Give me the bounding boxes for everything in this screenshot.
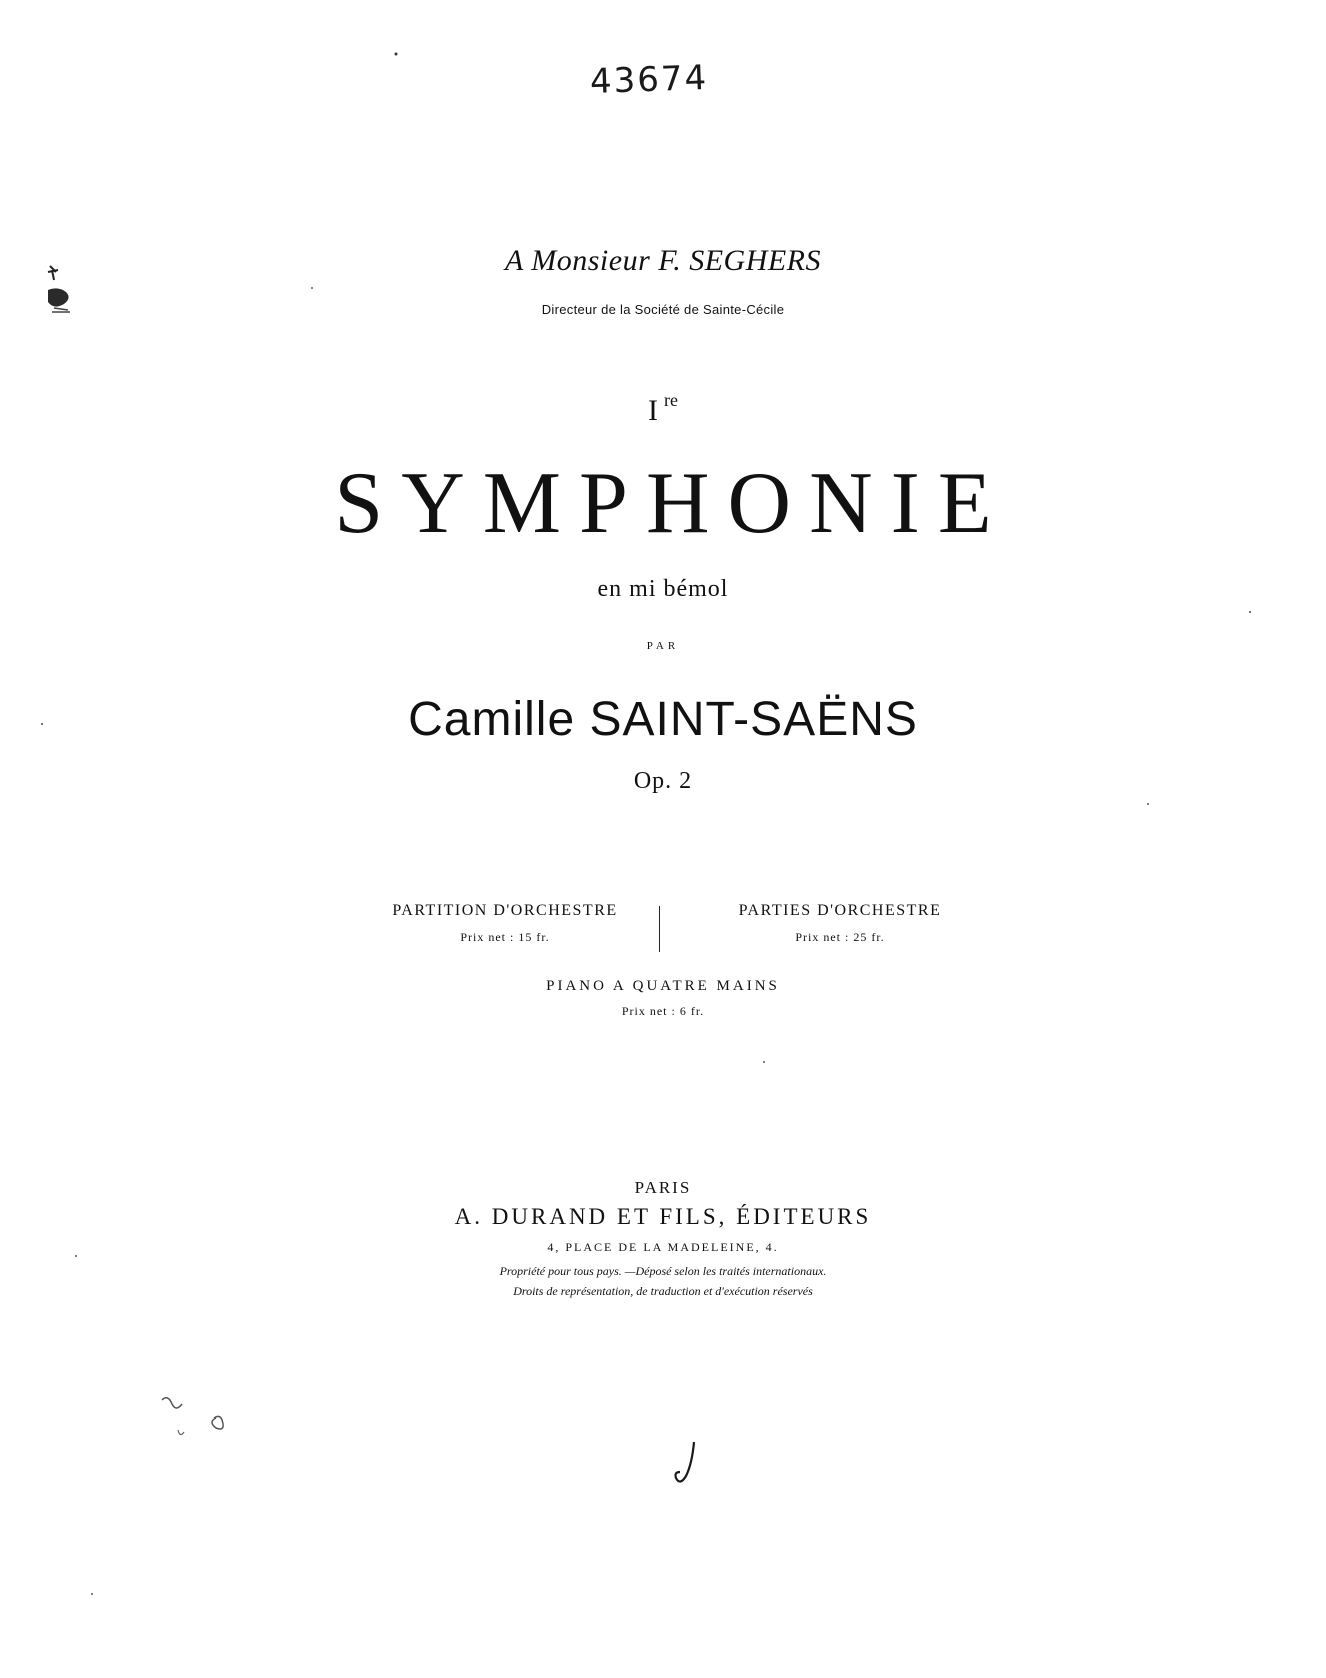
dedication: A Monsieur F. SEGHERS bbox=[504, 244, 822, 277]
publisher-name: A. DURAND ET FILS, ÉDITEURS bbox=[454, 1204, 872, 1229]
edition-score-name: PARTITION D'ORCHESTRE bbox=[392, 902, 618, 919]
symphony-numeral: I bbox=[648, 394, 658, 427]
composer-name: Camille SAINT-SAËNS bbox=[408, 693, 918, 746]
work-key: en mi bémol bbox=[597, 576, 729, 602]
catalog-number: 43674 bbox=[589, 57, 709, 103]
symphony-number bbox=[0, 390, 1326, 428]
symphony-numeral-suffix: re bbox=[664, 390, 678, 410]
dedication-subtitle: Directeur de la Société de Sainte-Cécile bbox=[541, 302, 785, 317]
edition-piano-price: Prix net : 6 fr. bbox=[621, 1004, 705, 1018]
par-label: PAR bbox=[646, 640, 680, 652]
edition-parts-price: Prix net : 25 fr. bbox=[795, 930, 885, 944]
edition-score bbox=[350, 902, 660, 945]
library-stamp-mark bbox=[44, 262, 84, 332]
work-title: SYMPHONIE bbox=[334, 455, 1010, 552]
edition-score-price: Prix net : 15 fr. bbox=[460, 930, 550, 944]
opus-number: Op. 2 bbox=[633, 768, 693, 794]
rights-notice-line2: Droits de représentation, de traduction et d'exécution réservés bbox=[513, 1284, 813, 1298]
publisher-address: 4, PLACE DE LA MADELEINE, 4. bbox=[547, 1240, 779, 1254]
check-mark bbox=[672, 1440, 712, 1490]
edition-piano-name: PIANO A QUATRE MAINS bbox=[546, 978, 780, 994]
edition-parts-name: PARTIES D'ORCHESTRE bbox=[738, 902, 942, 919]
edition-divider bbox=[659, 906, 660, 952]
edition-parts bbox=[680, 902, 1000, 945]
publisher-city: PARIS bbox=[634, 1178, 692, 1197]
pencil-annotation-mark bbox=[160, 1392, 250, 1452]
rights-notice-line1: Propriété pour tous pays. —Déposé selon les traités internationaux. bbox=[499, 1264, 827, 1278]
